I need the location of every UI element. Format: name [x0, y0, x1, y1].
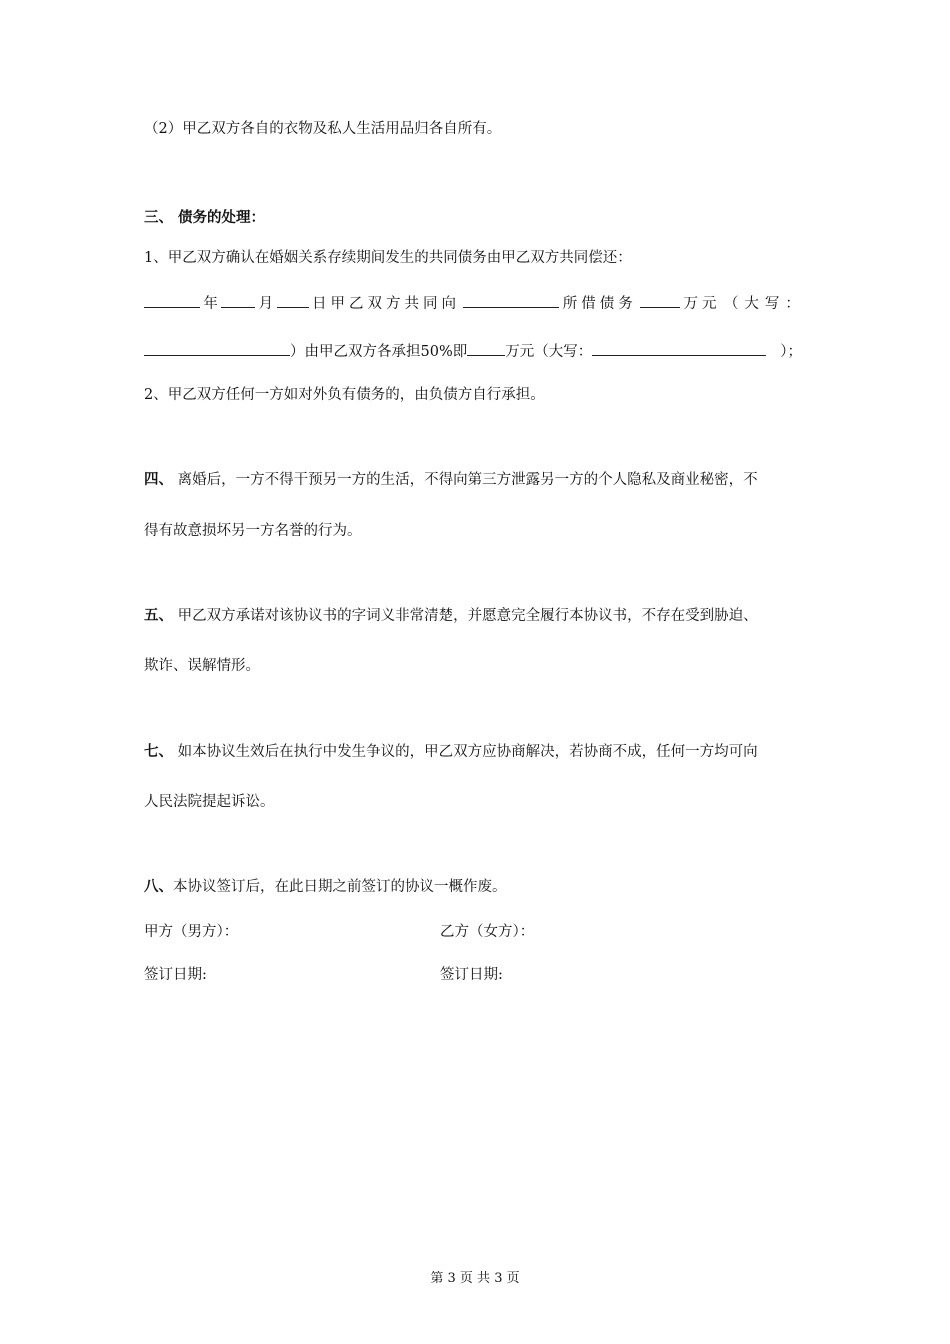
section-8-text: 本协议签订后，在此日期之前签订的协议一概作废。	[173, 879, 507, 895]
blank-creditor[interactable]	[463, 293, 559, 308]
section-8-number: 八、	[144, 878, 173, 895]
section-3-item-1: 1、甲乙双方确认在婚姻关系存续期间发生的共同债务由甲乙双方共同偿还：	[144, 250, 632, 266]
blank-day[interactable]	[277, 293, 309, 308]
label-year: 年	[203, 296, 218, 312]
label-day-text: 日甲乙双方共同向	[311, 296, 460, 312]
section-4-line-2: 得有故意损坏另一方名誉的行为。	[144, 523, 362, 539]
clause-2-2: （2）甲乙双方各自的衣物及私人生活用品归各自所有。	[144, 121, 502, 137]
label-wan-daxie: 万元（大写：	[505, 344, 593, 360]
blank-amount[interactable]	[640, 293, 680, 308]
section-8	[144, 877, 507, 897]
blank-share-amount[interactable]	[467, 341, 505, 356]
section-7-text-1: 如本协议生效后在执行中发生争议的，甲乙双方应协商解决，若协商不成，任何一方均可向	[173, 744, 758, 760]
blank-amount-daxie[interactable]	[144, 341, 290, 356]
section-5-line-1	[144, 606, 758, 626]
party-b-label: 乙方（女方）：	[440, 924, 535, 940]
section-3-item-2: 2、甲乙双方任何一方如对外负有债务的，由负债方自行承担。	[144, 387, 545, 403]
date-a-label: 签订日期:	[144, 967, 207, 983]
section-4-number: 四、	[144, 471, 173, 488]
label-borrow: 所借债务	[562, 296, 637, 312]
label-share: ）由甲乙双方各承担50%即	[290, 344, 468, 360]
debt-row-2	[144, 341, 802, 362]
section-7-line-1	[144, 742, 758, 762]
section-5-number: 五、	[144, 607, 173, 624]
label-daxie: （大写：	[723, 296, 806, 312]
blank-year[interactable]	[144, 293, 200, 308]
label-month: 月	[258, 296, 274, 312]
section-5-line-2: 欺诈、误解情形。	[144, 658, 260, 674]
party-a-label: 甲方（男方）：	[144, 924, 239, 940]
label-end: ）；	[780, 344, 802, 360]
section-5-text-1: 甲乙双方承诺对该协议书的字词义非常清楚，并愿意完全履行本协议书，不存在受到胁迫、	[173, 608, 758, 624]
section-4-line-1	[144, 470, 758, 490]
section-4-text-1: 离婚后，一方不得干预另一方的生活，不得向第三方泄露另一方的个人隐私及商业秘密，不	[173, 472, 758, 488]
section-7-number: 七、	[144, 743, 173, 760]
date-b-label: 签订日期:	[440, 967, 503, 983]
label-wan: 万元	[683, 296, 721, 312]
debt-row-1	[144, 293, 806, 314]
blank-share-daxie[interactable]	[592, 341, 766, 356]
section-3-heading: 三、 债务的处理：	[144, 209, 266, 226]
blank-month[interactable]	[221, 293, 255, 308]
section-7-line-2: 人民法院提起诉讼。	[144, 794, 275, 810]
page-footer: 第 3 页 共 3 页	[430, 1271, 520, 1286]
